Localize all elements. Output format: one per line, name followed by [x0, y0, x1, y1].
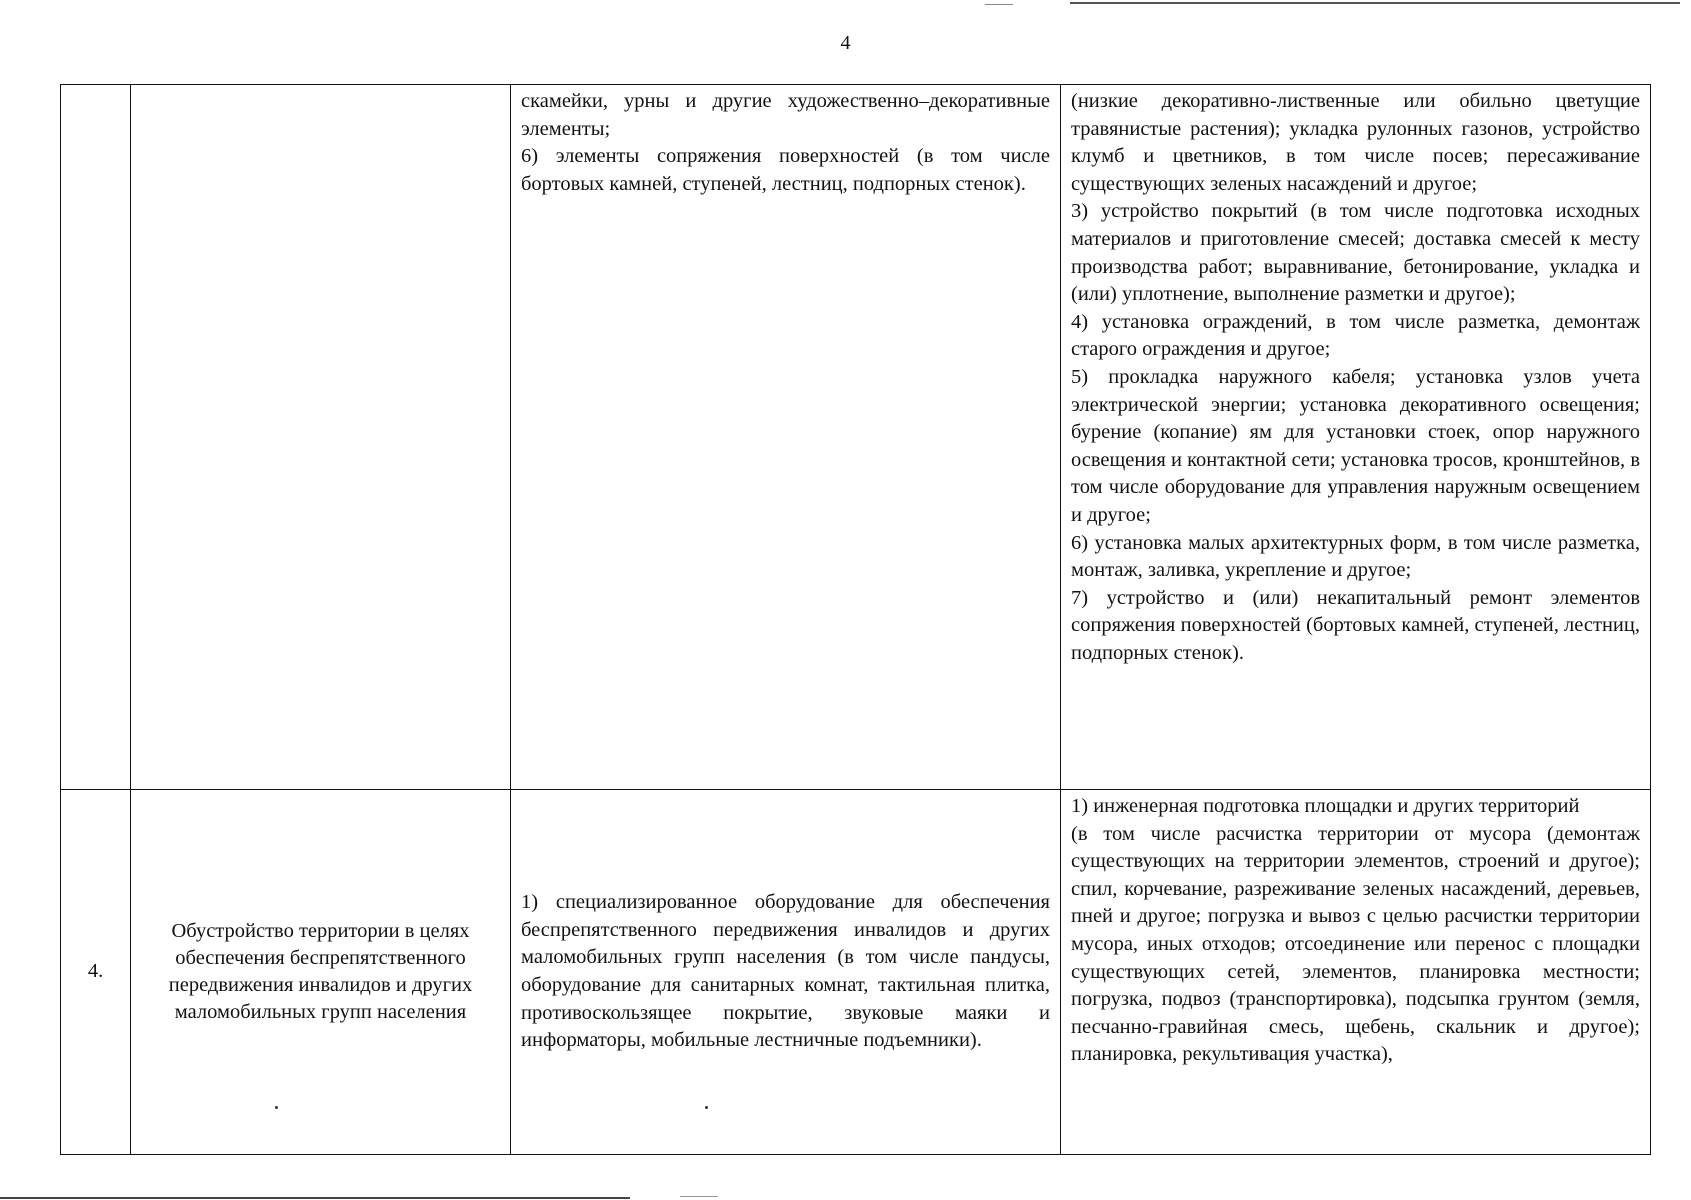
- items-paragraph: 6) элементы сопряжения поверхностей (в том числе бортовых камней, ступеней, лестниц, подпорных стенок).: [521, 145, 1050, 195]
- scan-artifact-line: [680, 1196, 718, 1197]
- works-paragraph: (низкие декоративно-лиственные или обильно цветущие травянистые растения); укладка рулонных газонов, устройство клумб и цветников, в том числе посев; пересаживание существующих зеленых насаждений и другое;: [1071, 90, 1640, 195]
- works-cell: [1061, 85, 1651, 790]
- row-name-cell: [131, 790, 511, 1155]
- scan-artifact-line: [985, 4, 1013, 5]
- works-paragraph: 4) установка ограждений, в том числе разметка, демонтаж старого ограждения и другое;: [1071, 310, 1640, 361]
- scan-dot: [705, 1106, 708, 1109]
- items-paragraph: скамейки, урны и другие художественно–декоративные элементы;: [521, 90, 1050, 140]
- works-paragraph: (в том числе расчистка территории от мусора (демонтаж существующих на территории элементов, строений и другое); спил, корчевание, разреживание зеленых насаждений, деревьев, пней и другое; погрузка и вывоз с целью расчистки территории мусора, иных отходов; отсоединение или перенос с площадки существующих сетей, элементов, планировка местности; погрузка, подвоз (транспортировка), подсыпка грунтом (земля, песчанно-гравийная смесь, щебень, скальник и другое); планировка, рекультивация участка),: [1071, 822, 1640, 1066]
- row-number: 4.: [87, 960, 104, 983]
- table-row: [61, 790, 1651, 1155]
- items-cell: [511, 85, 1061, 790]
- page-number: 4: [840, 32, 851, 54]
- items-cell: [511, 790, 1061, 1155]
- works-paragraph: 7) устройство и (или) некапитальный ремонт элементов сопряжения поверхностей (бортовых камней, ступеней, лестниц, подпорных стенок).: [1071, 586, 1640, 664]
- row-name-cell: [131, 85, 511, 790]
- items-paragraph: 1) специализированное оборудование для обеспечения беспрепятственного передвижения инвалидов и других маломобильных групп населения (в том числе пандусы, оборудование для санитарных комнат, тактильная плитка, противоскользящее покрытие, звуковые маяки и информаторы, мобильные лестничные подъемники).: [521, 891, 1050, 1052]
- works-paragraph: 3) устройство покрытий (в том числе подготовка исходных материалов и приготовление смесей; доставка смесей к месту производства работ; выравнивание, бетонирование, укладка и (или) уплотнение, выполнение разметки и другое);: [1071, 200, 1640, 306]
- scan-dot: [275, 1106, 278, 1109]
- works-paragraph: 6) установка малых архитектурных форм, в том числе разметка, монтаж, заливка, укрепление и другое;: [1071, 531, 1640, 582]
- works-table: [60, 84, 1651, 1155]
- row-name: Обустройство территории в целях обеспечения беспрепятственного передвижения инвалидов и других маломобильных групп населения: [168, 920, 473, 1023]
- row-number-cell: [61, 85, 131, 790]
- scan-artifact-line: [1070, 2, 1680, 4]
- works-paragraph: 1) инженерная подготовка площадки и других территорий: [1071, 795, 1580, 817]
- row-number-cell: [61, 790, 131, 1155]
- table-row: [61, 85, 1651, 790]
- scan-artifact-line: [0, 1197, 630, 1199]
- works-cell: [1061, 790, 1651, 1155]
- works-paragraph: 5) прокладка наружного кабеля; установка узлов учета электрической энергии; установка декоративного освещения; бурение (копание) ям для установки стоек, опор наружного освещения и контактной сети; установка тросов, кронштейнов, в том числе оборудование для управления наружным освещением и другое;: [1071, 365, 1640, 526]
